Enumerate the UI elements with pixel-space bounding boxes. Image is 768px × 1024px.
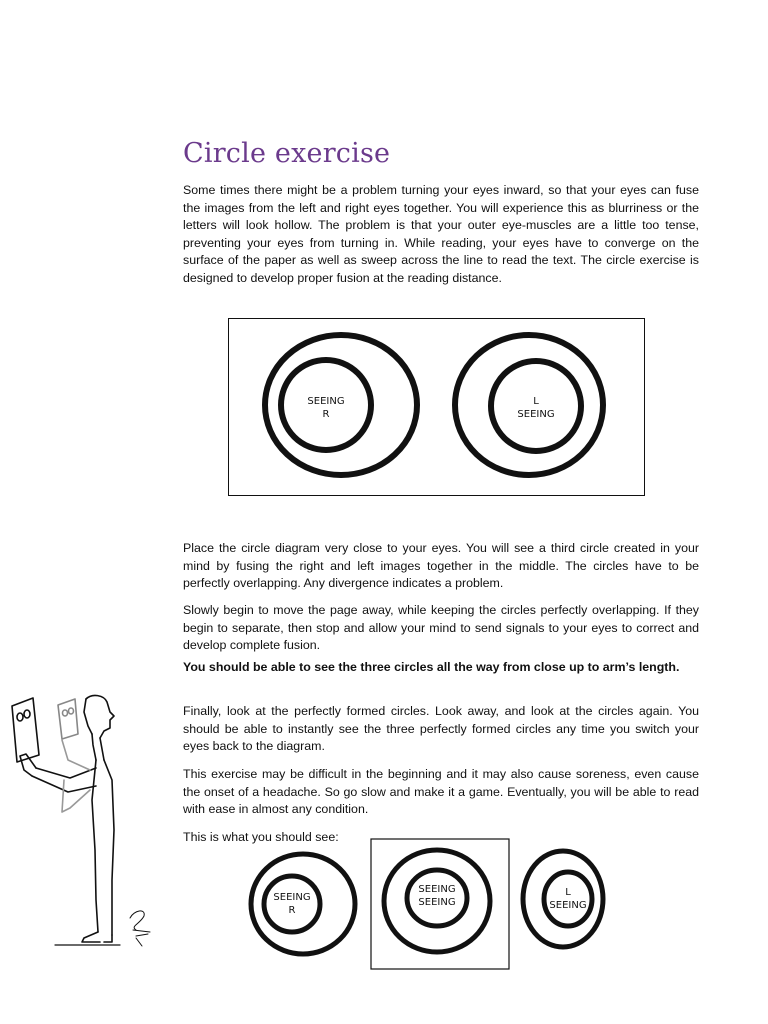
left-circle-label: SEEING R bbox=[307, 396, 345, 420]
instruction-paragraph-bold: You should be able to see the three circles all the way from close up to arm’s length. bbox=[183, 660, 680, 674]
result-caption: This is what you should see: bbox=[183, 830, 339, 844]
instruction-paragraph-1: Place the circle diagram very close to your eyes. You will see a third circle created in your mind by fusing the right and left images together in the middle. The circles have to be perfectly overlapping. Any divergence indicates a problem. bbox=[183, 541, 699, 591]
instruction-paragraph-2: Slowly begin to move the page away, while keeping the circles perfectly overlapping. If they begin to separate, then stop and allow your mind to send signals to your eyes to correct and develop complete fusion. bbox=[183, 603, 699, 653]
instruction-paragraph-3: Finally, look at the perfectly formed circles. Look away, and look at the circles again. You should be able to instantly see the three perfectly formed circles any time you switch your eyes back to the diagram. bbox=[183, 704, 699, 754]
instruction-paragraph-4: This exercise may be difficult in the beginning and it may also cause soreness, even cause the onset of a headache. So go slow and make it a game. Eventually, you will be able to read with ease in almost any condition. bbox=[183, 767, 699, 817]
intro-paragraph: Some times there might be a problem turning your eyes inward, so that your eyes can fuse the images from the left and right eyes together. You will experience this as blurriness or the letters will look hollow. The problem is that your outer eye-muscles are a little too tense, preventing your eyes from turning in. While reading, your eyes have to converge on the surface of the paper as well as sweep across the line to read the text. The circle exercise is designed to develop proper fusion at the reading distance. bbox=[183, 183, 699, 285]
right-circle-label: L SEEING bbox=[517, 396, 555, 420]
result-middle-label: SEEING SEEING bbox=[418, 884, 456, 908]
page-title: Circle exercise bbox=[183, 138, 391, 169]
result-left-label: SEEING R bbox=[273, 892, 311, 916]
result-right-label: L SEEING bbox=[549, 887, 587, 911]
